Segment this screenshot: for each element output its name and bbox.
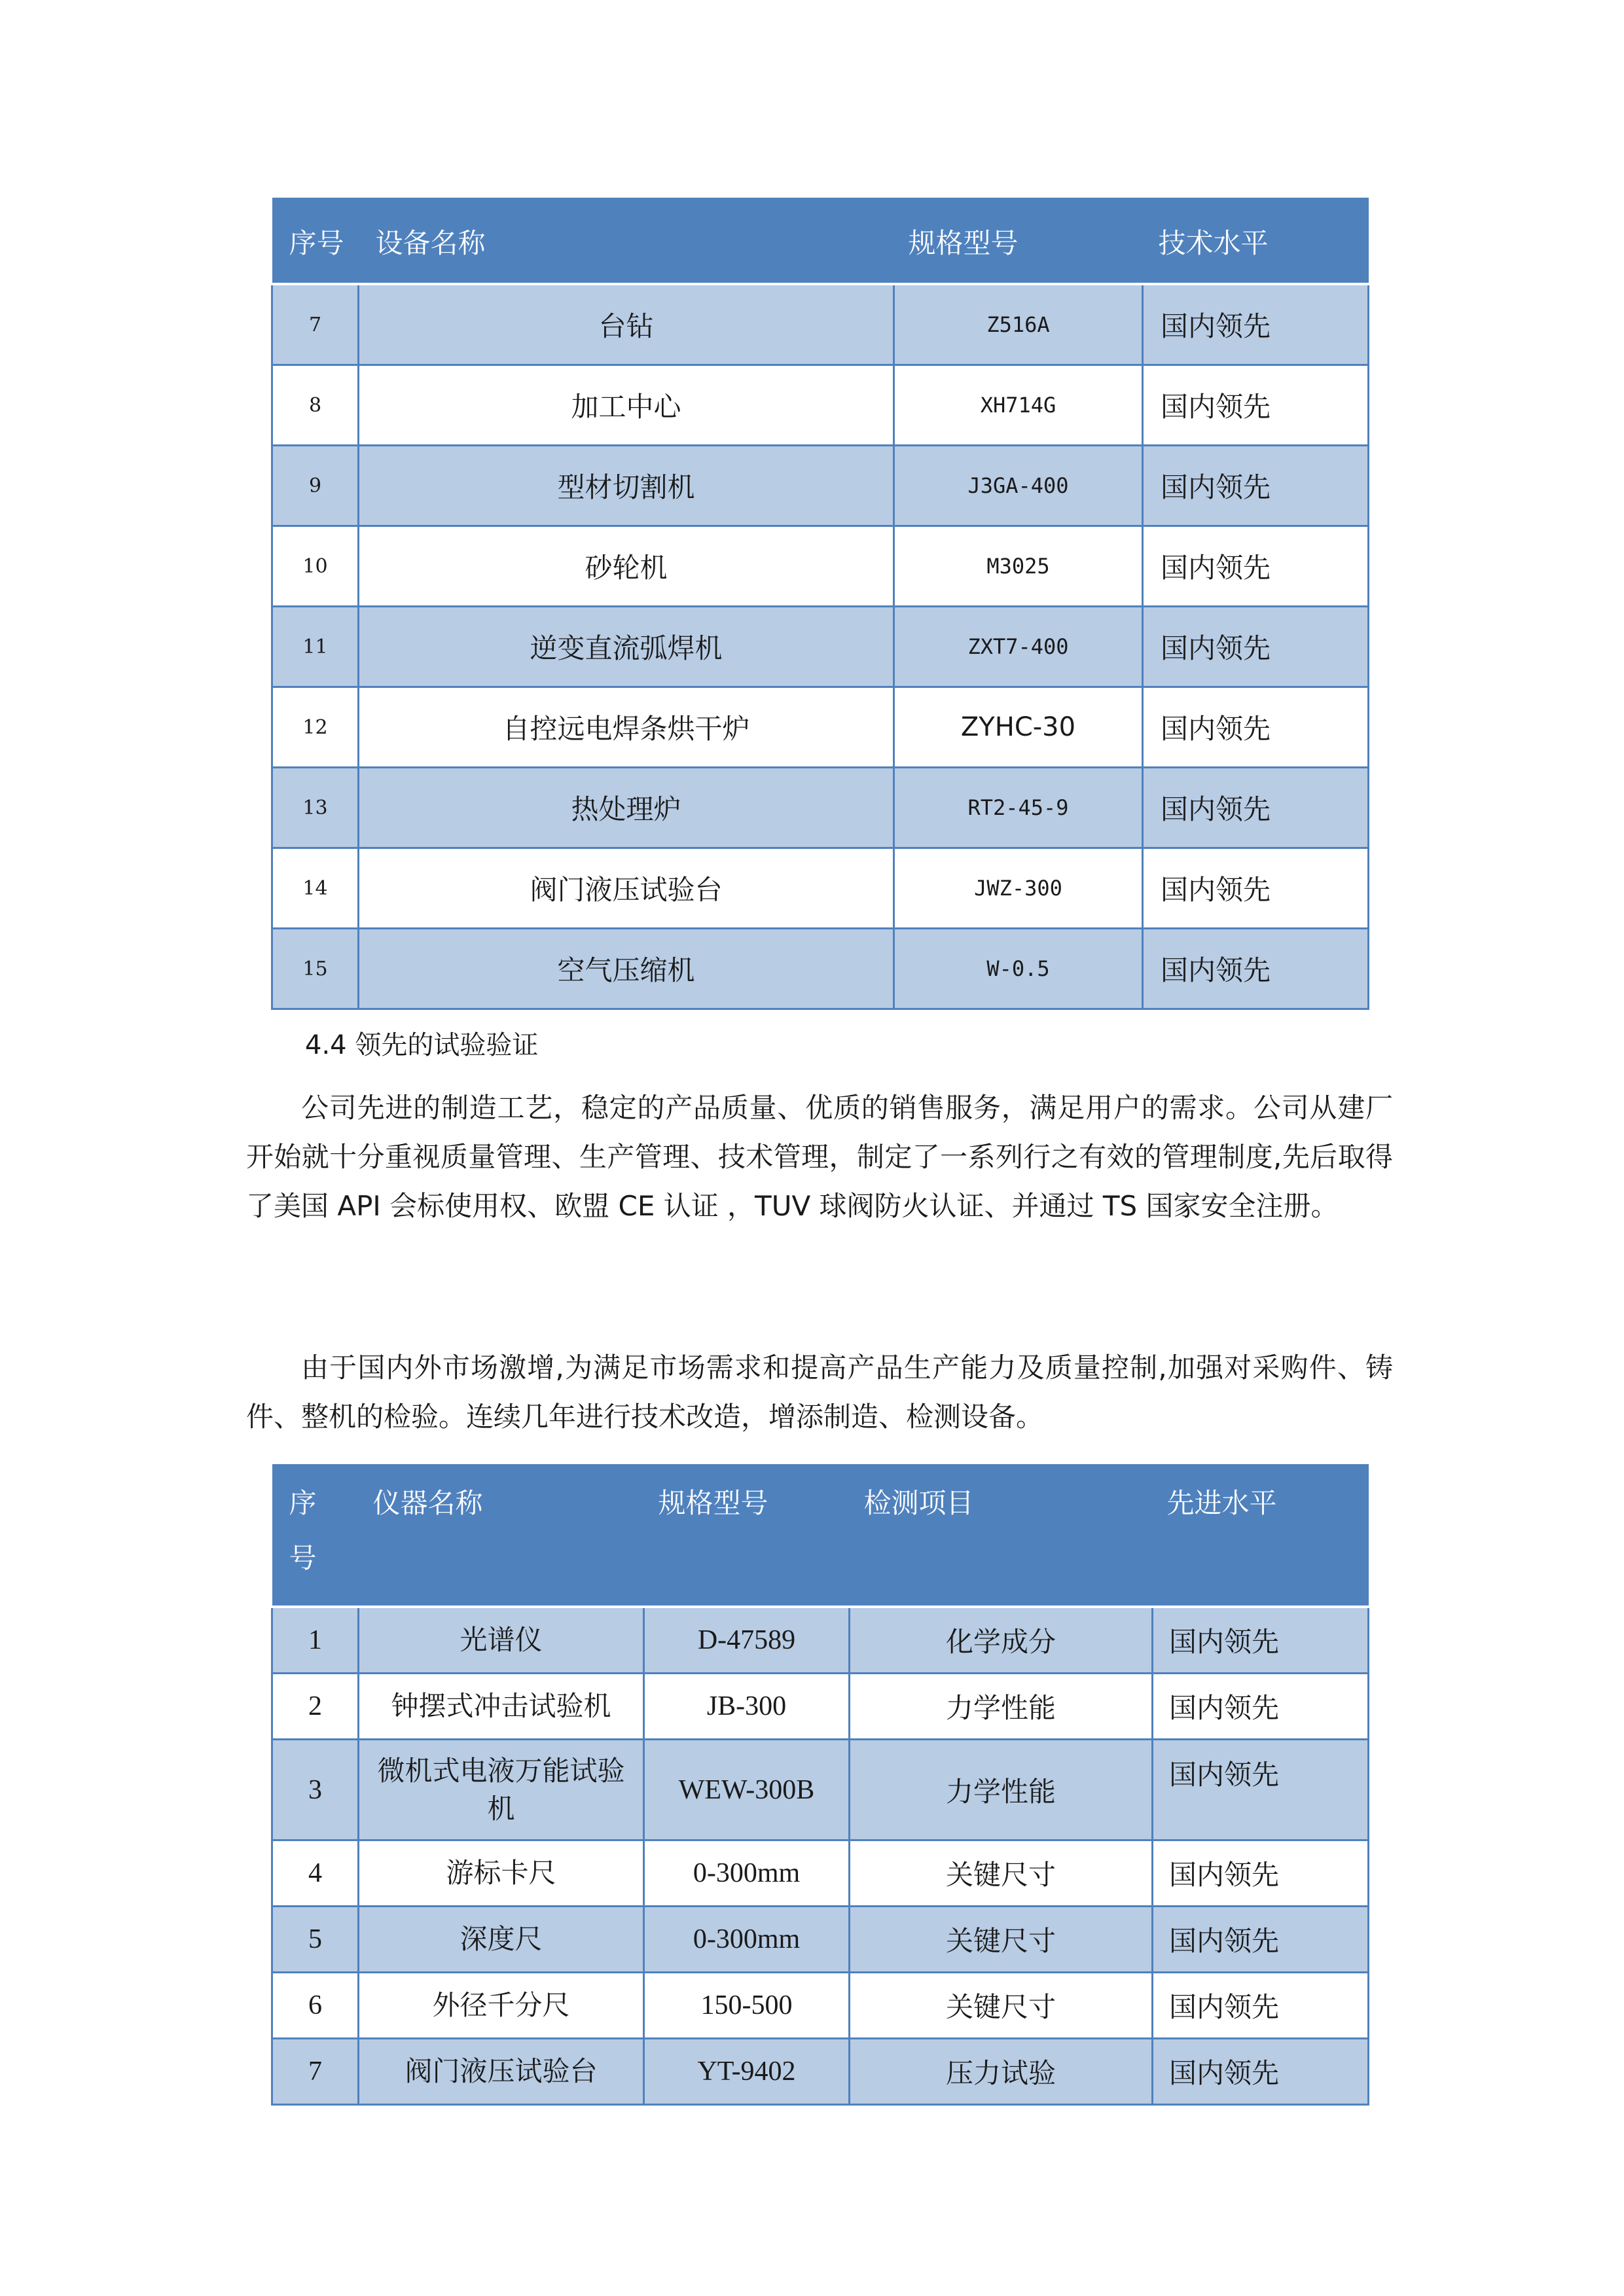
header-model: 规格型号 bbox=[894, 199, 1143, 284]
row-no: 4 bbox=[272, 1840, 359, 1907]
header-equipment-name: 设备名称 bbox=[359, 199, 894, 284]
row-level: 国内领先 bbox=[1143, 526, 1369, 607]
header-model: 规格型号 bbox=[644, 1465, 850, 1607]
section-heading: 4.4 领先的试验验证 bbox=[305, 1030, 539, 1060]
row-test-item: 关键尺寸 bbox=[850, 1840, 1153, 1907]
row-name-text: 微机式电液万能试验机 bbox=[377, 1754, 625, 1825]
table-row bbox=[272, 1973, 1369, 2039]
row-no: 12 bbox=[272, 687, 359, 768]
row-model: YT-9402 bbox=[644, 2039, 850, 2105]
header-no-text: 序号 bbox=[289, 1487, 317, 1574]
row-name: 空气压缩机 bbox=[359, 929, 894, 1009]
row-no: 1 bbox=[272, 1607, 359, 1674]
row-test-item: 化学成分 bbox=[850, 1607, 1153, 1674]
row-model: WEW-300B bbox=[644, 1740, 850, 1840]
table-row bbox=[272, 2039, 1369, 2105]
row-level: 国内领先 bbox=[1153, 1740, 1369, 1840]
row-no: 14 bbox=[272, 848, 359, 929]
row-level: 国内领先 bbox=[1143, 446, 1369, 526]
row-model: D-47589 bbox=[644, 1607, 850, 1674]
row-model: 0-300mm bbox=[644, 1907, 850, 1973]
row-model: 0-300mm bbox=[644, 1840, 850, 1907]
row-no: 15 bbox=[272, 929, 359, 1009]
row-test-item: 力学性能 bbox=[850, 1674, 1153, 1740]
row-name: 加工中心 bbox=[359, 365, 894, 446]
table-row bbox=[272, 1840, 1369, 1907]
equipment-table-header bbox=[272, 199, 1369, 284]
instrument-table-header bbox=[272, 1465, 1369, 1607]
row-name bbox=[359, 1740, 644, 1840]
table-row bbox=[272, 284, 1369, 365]
row-level: 国内领先 bbox=[1153, 1907, 1369, 1973]
row-level: 国内领先 bbox=[1143, 284, 1369, 365]
row-level: 国内领先 bbox=[1143, 607, 1369, 687]
equipment-table bbox=[271, 198, 1369, 1010]
row-test-item: 关键尺寸 bbox=[850, 1907, 1153, 1973]
row-test-item: 压力试验 bbox=[850, 2039, 1153, 2105]
row-model: XH714G bbox=[894, 365, 1143, 446]
paragraph: 由于国内外市场激增,为满足市场需求和提高产品生产能力及质量控制,加强对采购件、铸件、整机的检验。连续几年进行技术改造，增添制造、检测设备。 bbox=[246, 1352, 1393, 1433]
row-model: JWZ-300 bbox=[894, 848, 1143, 929]
row-no: 11 bbox=[272, 607, 359, 687]
row-name: 深度尺 bbox=[359, 1907, 644, 1973]
row-no: 5 bbox=[272, 1907, 359, 1973]
table-row bbox=[272, 446, 1369, 526]
table-row bbox=[272, 1907, 1369, 1973]
row-name: 阀门液压试验台 bbox=[359, 848, 894, 929]
header-advanced-level: 先进水平 bbox=[1153, 1465, 1369, 1607]
row-no: 7 bbox=[272, 284, 359, 365]
table-row bbox=[272, 526, 1369, 607]
row-test-item: 关键尺寸 bbox=[850, 1973, 1153, 2039]
row-model: Z516A bbox=[894, 284, 1143, 365]
row-model: W-0.5 bbox=[894, 929, 1143, 1009]
header-tech-level: 技术水平 bbox=[1143, 199, 1369, 284]
row-name: 热处理炉 bbox=[359, 768, 894, 848]
row-no: 3 bbox=[272, 1740, 359, 1840]
instrument-table bbox=[271, 1464, 1369, 2106]
row-no: 10 bbox=[272, 526, 359, 607]
table-row bbox=[272, 607, 1369, 687]
row-name: 型材切割机 bbox=[359, 446, 894, 526]
row-name: 游标卡尺 bbox=[359, 1840, 644, 1907]
row-level: 国内领先 bbox=[1143, 768, 1369, 848]
row-name: 逆变直流弧焊机 bbox=[359, 607, 894, 687]
row-model: RT2-45-9 bbox=[894, 768, 1143, 848]
row-name: 钟摆式冲击试验机 bbox=[359, 1674, 644, 1740]
row-level: 国内领先 bbox=[1143, 365, 1369, 446]
row-level: 国内领先 bbox=[1143, 687, 1369, 768]
row-model: ZXT7-400 bbox=[894, 607, 1143, 687]
row-model: 150-500 bbox=[644, 1973, 850, 2039]
row-name: 阀门液压试验台 bbox=[359, 2039, 644, 2105]
table-row bbox=[272, 1607, 1369, 1674]
row-level: 国内领先 bbox=[1143, 929, 1369, 1009]
row-model: M3025 bbox=[894, 526, 1143, 607]
row-name: 外径千分尺 bbox=[359, 1973, 644, 2039]
row-level: 国内领先 bbox=[1153, 1674, 1369, 1740]
row-no: 8 bbox=[272, 365, 359, 446]
row-no: 7 bbox=[272, 2039, 359, 2105]
row-model: J3GA-400 bbox=[894, 446, 1143, 526]
row-level: 国内领先 bbox=[1153, 2039, 1369, 2105]
header-no: 序号 bbox=[272, 199, 359, 284]
table-row bbox=[272, 848, 1369, 929]
header-test-item: 检测项目 bbox=[850, 1465, 1153, 1607]
table-row bbox=[272, 929, 1369, 1009]
row-name: 砂轮机 bbox=[359, 526, 894, 607]
row-no: 13 bbox=[272, 768, 359, 848]
row-level: 国内领先 bbox=[1143, 848, 1369, 929]
row-level: 国内领先 bbox=[1153, 1973, 1369, 2039]
row-model: ZYHC-30 bbox=[894, 687, 1143, 768]
row-no: 9 bbox=[272, 446, 359, 526]
table-row bbox=[272, 687, 1369, 768]
table-row bbox=[272, 1740, 1369, 1840]
header-no bbox=[272, 1465, 359, 1607]
row-level: 国内领先 bbox=[1153, 1840, 1369, 1907]
table-row bbox=[272, 768, 1369, 848]
row-no: 6 bbox=[272, 1973, 359, 2039]
row-name: 台钻 bbox=[359, 284, 894, 365]
row-no: 2 bbox=[272, 1674, 359, 1740]
header-instrument-name: 仪器名称 bbox=[359, 1465, 644, 1607]
paragraph: 公司先进的制造工艺，稳定的产品质量、优质的销售服务，满足用户的需求。公司从建厂开始就十分重视质量管理、生产管理、技术管理，制定了一系列行之有效的管理制度,先后取得了美国 API 会标使用权、欧盟 CE 认证 ，TUV 球阀防火认证、并通过 TS 国家安全注册。 bbox=[246, 1092, 1393, 1222]
row-name: 光谱仪 bbox=[359, 1607, 644, 1674]
table-row bbox=[272, 365, 1369, 446]
row-name: 自控远电焊条烘干炉 bbox=[359, 687, 894, 768]
row-test-item: 力学性能 bbox=[850, 1740, 1153, 1840]
row-model: JB-300 bbox=[644, 1674, 850, 1740]
row-level: 国内领先 bbox=[1153, 1607, 1369, 1674]
table-row bbox=[272, 1674, 1369, 1740]
